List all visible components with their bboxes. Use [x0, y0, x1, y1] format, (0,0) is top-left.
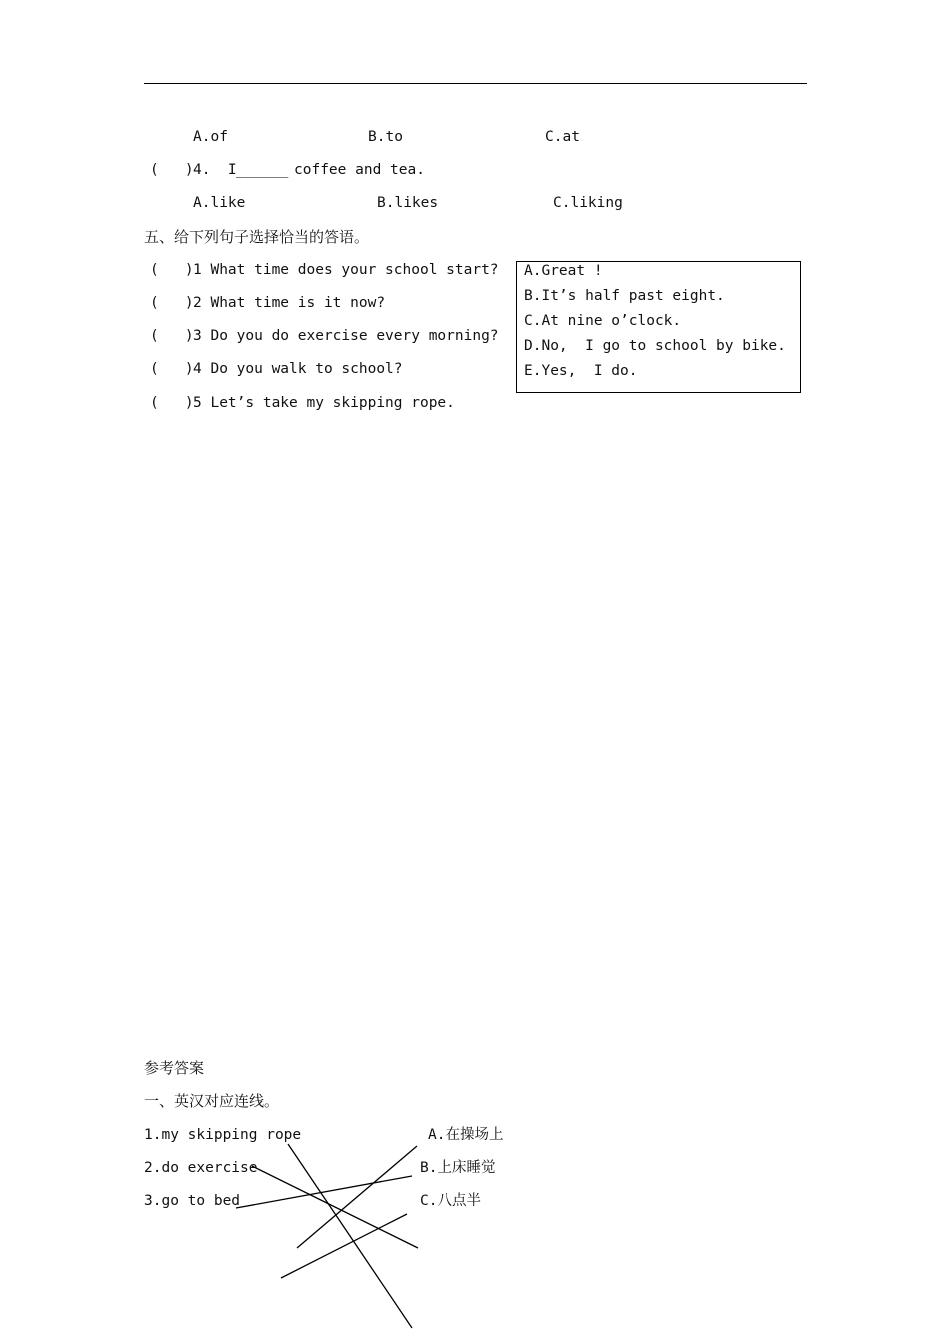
section5-title: 五、给下列句子选择恰当的答语。 — [144, 228, 370, 246]
q4-paren: ( ) — [150, 162, 194, 178]
q4-option-c: C.liking — [553, 195, 623, 211]
s5-q1-paren: ( ) — [150, 262, 194, 278]
match-line — [252, 1166, 418, 1248]
q4-stem-post: coffee and tea. — [294, 162, 425, 178]
answer-key-title: 参考答案 — [144, 1059, 205, 1077]
s5-q1-text: 1 What time does your school start? — [193, 262, 499, 278]
q4-option-a: A.like — [193, 195, 246, 211]
match-line — [236, 1176, 412, 1208]
match-left-3: 3.go to bed — [144, 1193, 241, 1209]
s5-q2-paren: ( ) — [150, 295, 194, 311]
s5-q5-paren: ( ) — [150, 395, 194, 411]
match-left-1: 1.my skipping rope — [144, 1127, 302, 1143]
answer-option-a: A.Great ! — [524, 263, 603, 279]
q3-option-b: B.to — [368, 129, 403, 145]
s5-q3-paren: ( ) — [150, 328, 194, 344]
match-right-a: A.在操场上 — [428, 1127, 504, 1143]
answer-option-e: E.Yes, I do. — [524, 363, 638, 379]
match-right-b: B.上床睡觉 — [420, 1160, 496, 1176]
s5-q5-text: 5 Let’s take my skipping rope. — [193, 395, 455, 411]
q4-option-b: B.likes — [377, 195, 439, 211]
s5-q2-text: 2 What time is it now? — [193, 295, 386, 311]
s5-q4-text: 4 Do you walk to school? — [193, 361, 403, 377]
answer-option-d: D.No, I go to school by bike. — [524, 338, 786, 354]
q3-option-c: C.at — [545, 129, 580, 145]
answer-option-c: C.At nine o’clock. — [524, 313, 682, 329]
q4-stem-pre: 4. I — [193, 162, 237, 178]
match-right-c: C.八点半 — [420, 1193, 481, 1209]
answer-option-b: B.It’s half past eight. — [524, 288, 725, 304]
s5-q4-paren: ( ) — [150, 361, 194, 377]
q3-option-a: A.of — [193, 129, 228, 145]
answer-key-section1-title: 一、英汉对应连线。 — [144, 1092, 280, 1110]
match-left-2: 2.do exercise — [144, 1160, 258, 1176]
s5-q3-text: 3 Do you do exercise every morning? — [193, 328, 499, 344]
q4-blank: ______ — [236, 162, 289, 178]
